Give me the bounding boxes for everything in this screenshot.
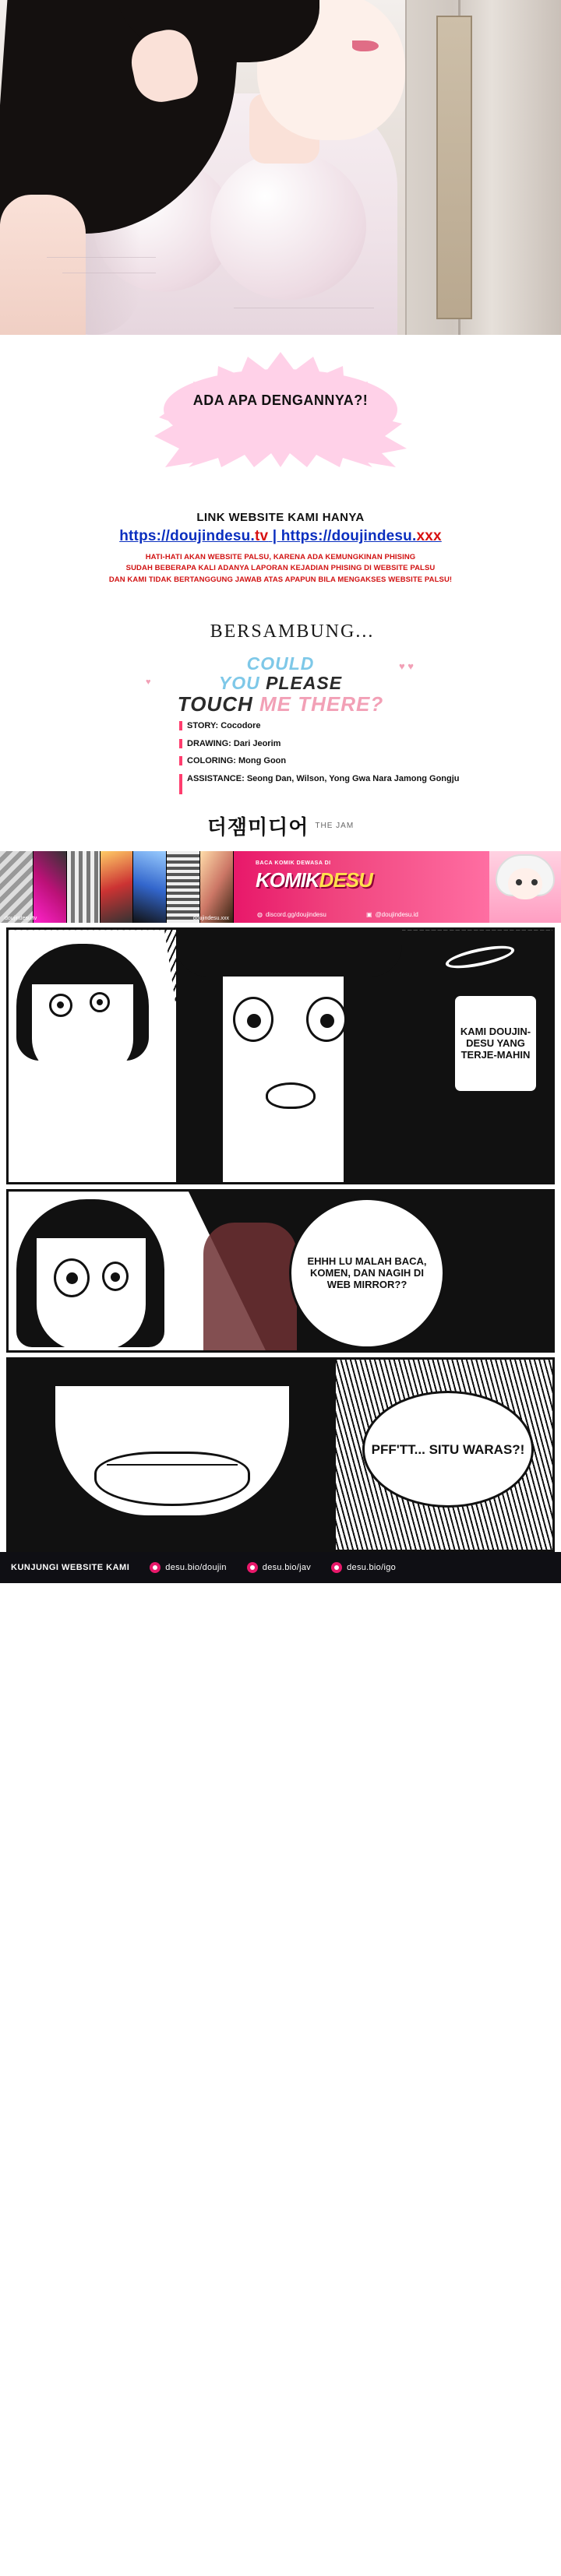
footer-link-jav-text[interactable]: desu.bio/jav: [262, 1563, 312, 1573]
credit-story-label: STORY:: [187, 720, 219, 730]
promo-heading: LINK WEBSITE KAMI HANYA: [196, 511, 365, 524]
title-line-2: [152, 674, 409, 692]
character-torso-right: [210, 152, 366, 300]
credit-story-value: Cocodore: [221, 720, 261, 730]
footer-label: KUNJUNGI WEBSITE KAMI: [11, 1563, 130, 1573]
warning-line-1: HATI-HATI AKAN WEBSITE PALSU, KARENA ADA KEMUNGKINAN PHISING: [145, 553, 416, 561]
title-line-2-b: PLEASE: [266, 672, 343, 693]
promo-link-left[interactable]: https://doujindesu.: [119, 528, 255, 544]
banner-title: [256, 868, 372, 892]
banner-subtitle: BACA KOMIK DEWASA DI: [256, 860, 331, 867]
banner-thumb-label-2: doujindesu.xxx: [192, 916, 229, 922]
door-panel: [436, 16, 472, 319]
comic-art-panel: [0, 0, 561, 335]
site-banner[interactable]: [0, 851, 561, 923]
title-line-3: [152, 694, 409, 714]
credit-row-story: [179, 720, 561, 732]
door-background: [405, 0, 561, 335]
credit-assistance-label: ASSISTANCE:: [187, 774, 245, 784]
omake-comic: [0, 923, 561, 1552]
banner-thumb-labels: [0, 916, 234, 921]
boy-face: [32, 984, 133, 1078]
bubble-kami-doujindesu: [453, 994, 538, 1093]
credit-row-drawing: [179, 738, 561, 750]
credit-row-assistance: [179, 773, 561, 794]
credit-assistance: [187, 773, 460, 785]
thumb-4: [101, 851, 134, 923]
instagram-text[interactable]: @doujindesu.id: [375, 911, 418, 919]
girl-bangs: [176, 930, 402, 977]
promo-block: [0, 491, 561, 600]
thumb-2: [34, 851, 67, 923]
fold-line: [47, 257, 156, 258]
title-line-1: COULD: [246, 653, 315, 674]
instagram-icon: ▣: [366, 911, 372, 919]
studio-name-en: THE JAM: [315, 822, 355, 831]
promo-link-separator: |: [268, 528, 281, 544]
footer-link-jav[interactable]: [247, 1562, 311, 1573]
bubble-ehhh-lu-malah-text: EHHH LU MALAH BACA, KOMEN, DAN NAGIH DI WEB MIRROR??: [307, 1255, 427, 1290]
character-lips: [352, 40, 379, 51]
studio-name-kr: 더잼미디어: [206, 815, 309, 839]
speech-bubble-container: [0, 335, 561, 491]
banner-discord[interactable]: [257, 911, 326, 918]
footer-link-igo[interactable]: [331, 1562, 396, 1573]
credit-row-coloring: [179, 755, 561, 767]
footer-link-doujin[interactable]: [150, 1562, 227, 1573]
credit-coloring-label: COLORING:: [187, 756, 236, 766]
warning-line-3: DAN KAMI TIDAK BERTANGGUNG JAWAB ATAS APAPUN BILA MENGAKSES WEBSITE PALSU!: [108, 575, 453, 584]
banner-thumb-label-1: doujindesu.tv: [5, 916, 37, 922]
omake-panel-1: [6, 927, 555, 1184]
speech-bubble-shape: [109, 350, 452, 467]
mascot-face: [508, 868, 542, 899]
omake-row-1: [6, 927, 555, 1184]
girl-mouth: [266, 1082, 316, 1109]
thumb-5: [133, 851, 167, 923]
title-line-2-a: YOU: [218, 672, 260, 693]
credit-bar-icon: [179, 721, 182, 730]
promo-link-right[interactable]: https://doujindesu.: [280, 528, 417, 544]
title-line-3-b: ME THERE?: [259, 692, 384, 716]
credit-drawing-label: DRAWING:: [187, 738, 231, 748]
footer-link-doujin-text[interactable]: desu.bio/doujin: [165, 1563, 227, 1573]
studio-logo: [0, 811, 561, 840]
credit-assistance-value: Seong Dan, Wilson, Yong Gwa Nara Jamong Gongju: [246, 774, 460, 784]
bubble-ehhh-lu-malah: [289, 1198, 445, 1349]
credit-bar-icon: [179, 774, 182, 794]
banner-thumbnails: [0, 851, 234, 923]
credit-drawing-value: Dari Jeorim: [233, 738, 281, 748]
credit-bar-icon: [179, 756, 182, 765]
credit-drawing: [187, 738, 280, 750]
banner-instagram[interactable]: [366, 911, 418, 918]
title-line-3-a: TOUCH: [177, 692, 253, 716]
to-be-continued-text: BERSAMBUNG...: [210, 621, 375, 642]
credit-story: [187, 720, 261, 732]
thumb-3: [67, 851, 101, 923]
banner-mascot: [489, 851, 561, 923]
bubble-text: ADA APA DENGANNYA?!: [192, 392, 369, 408]
bubble-pffft-situ-waras: [362, 1391, 534, 1508]
teeth-line: [107, 1464, 238, 1466]
discord-icon: ◍: [257, 911, 263, 919]
banner-main[interactable]: [234, 851, 489, 923]
credit-coloring-value: Mong Goon: [238, 756, 287, 766]
character-arm: [0, 195, 86, 335]
omake-panel-2: [6, 1189, 555, 1353]
site-footer[interactable]: [0, 1552, 561, 1583]
promo-links[interactable]: [0, 528, 561, 545]
link-icon: [150, 1562, 161, 1573]
link-icon: [331, 1562, 342, 1573]
credit-coloring: [187, 755, 286, 767]
bubble-kami-doujindesu-text: KAMI DOUJIN-DESU YANG TERJE-MAHIN: [460, 1025, 531, 1061]
omake-panel-3: [6, 1357, 555, 1552]
heart-icon: ♥ ♥: [398, 660, 414, 672]
background-figure: [203, 1223, 297, 1352]
omake-row-2: [6, 1189, 555, 1353]
footer-link-igo-text[interactable]: desu.bio/igo: [347, 1563, 397, 1573]
girl-mouth-3: [94, 1452, 250, 1506]
girl-bangs-3: [55, 1360, 289, 1386]
banner-title-b: DESU: [319, 868, 372, 892]
boy-face-2: [37, 1238, 146, 1351]
bubble-pffft-situ-waras-text: PFF'TT... SITU WARAS?!: [371, 1441, 525, 1457]
heart-icon-small: ♥: [146, 677, 151, 687]
thumb-1: [0, 851, 34, 923]
warning-line-2: SUDAH BEBERAPA KALI ADANYA LAPORAN KEJADIAN PHISING DI WEBSITE PALSU: [125, 564, 436, 573]
series-title-logo: [146, 653, 414, 716]
promo-link-left-tld[interactable]: tv: [254, 528, 269, 544]
thumb-6: [167, 851, 200, 923]
credit-bar-icon: [179, 739, 182, 748]
omake-row-3: [6, 1357, 555, 1552]
link-icon: [247, 1562, 258, 1573]
promo-link-right-tld[interactable]: xxx: [416, 528, 442, 544]
credits-block: [0, 600, 561, 852]
discord-text[interactable]: discord.gg/doujindesu: [265, 911, 326, 919]
thumb-7: [200, 851, 234, 923]
promo-warning: [0, 552, 561, 586]
banner-title-a: KOMIK: [256, 868, 319, 892]
